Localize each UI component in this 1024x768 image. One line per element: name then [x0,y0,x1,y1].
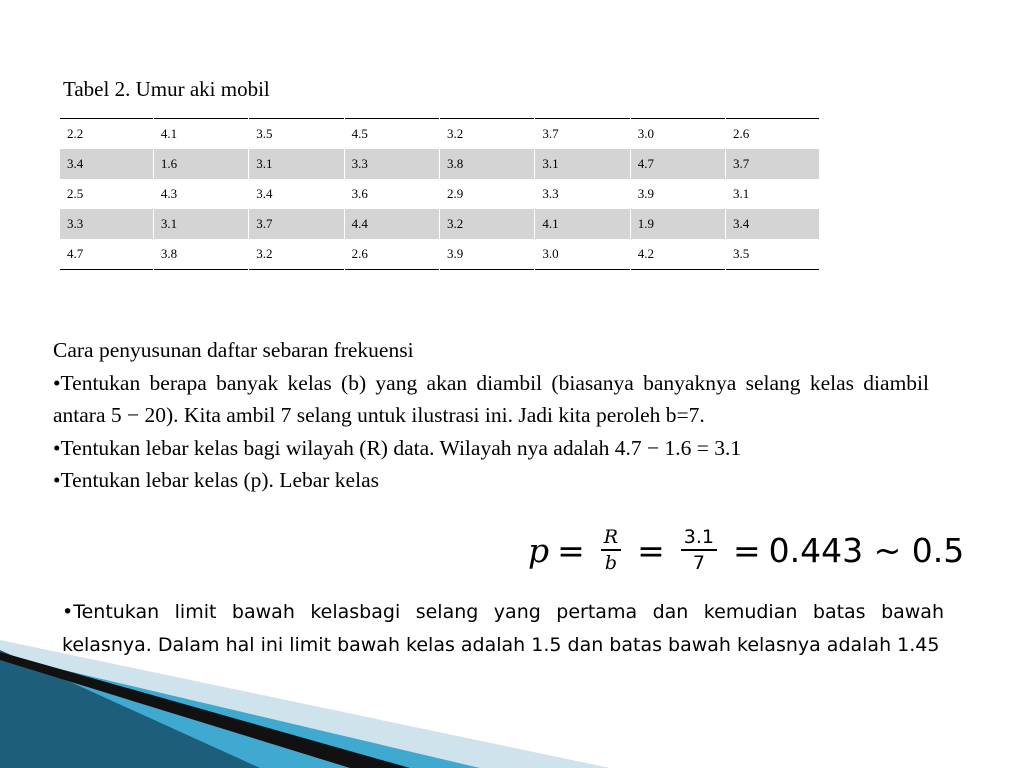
table-cell: 4.1 [153,119,248,150]
table-caption: Tabel 2. Umur aki mobil [63,77,270,101]
table-cell: 4.1 [535,209,630,239]
table-cell: 4.7 [67,246,84,261]
table-cell: 3.2 [249,239,344,270]
fraction-denominator-value: 7 [692,552,705,574]
table-cell: 2.6 [726,119,819,150]
bullet-lower-limit: •Tentukan limit bawah kelasbagi selang yang pertama dan kemudian batas bawah kelasnya. Dalam hal ini limit bawah kelas adalah 1.5 dan batas bawah kelasnya adalah 1.45 [62,601,944,656]
table-cell: 3.8 [439,149,534,179]
table-cell: 3.9 [630,179,725,209]
table-cell: 3.0 [630,119,725,150]
table-cell: 3.5 [726,239,819,270]
table-cell: 3.8 [153,239,248,270]
table-cell: 3.1 [726,179,819,209]
table-cell: 4.7 [630,149,725,179]
formula-equals-2: = [637,530,665,570]
table-cell: 3.7 [726,149,819,179]
table-cell: 2.6 [344,239,439,270]
formula-equals-3: = [732,530,761,570]
table-cell: 4.4 [344,209,439,239]
table-cell: 4.3 [153,179,248,209]
fraction-denominator-b: b [604,552,618,574]
fraction-numerator-r: R [603,526,619,548]
bullet-class-count: •Tentukan berapa banyak kelas (b) yang akan diambil (biasanya banyaknya selang kelas diambil antara 5 − 20). Kita ambil 7 selang untuk ilustrasi ini. Jadi kita peroleh b=7. [53,370,929,427]
table-cell: 3.1 [153,209,248,239]
table-cell: 3.7 [249,209,344,239]
table-cell: 3.4 [60,149,153,179]
table-cell: 4.2 [630,239,725,270]
bullet-range: •Tentukan lebar kelas bagi wilayah (R) data. Wilayah nya adalah 4.7 − 1.6 = 3.1 [53,435,742,460]
formula-result: 0.443 ~ 0.5 [768,530,965,570]
table-cell: 2.5 [67,186,84,201]
table-cell: 3.9 [439,239,534,270]
table-cell: 3.4 [249,179,344,209]
table-cell: 4.5 [344,119,439,150]
formula-p: p [528,530,550,570]
section-heading: Cara penyusunan daftar sebaran frekuensi [53,338,414,362]
fraction-numerator-value: 3.1 [683,526,714,548]
table-cell: 3.1 [535,149,630,179]
table-cell: 3.3 [535,179,630,209]
table-cell: 3.6 [344,179,439,209]
table-cell: 3.7 [535,119,630,150]
table-cell: 2.9 [439,179,534,209]
table-cell: 3.2 [439,119,534,150]
table-cell: 3.3 [344,149,439,179]
table-cell: 3.5 [249,119,344,150]
table-cell: 3.0 [535,239,630,270]
table-cell: 3.4 [726,209,819,239]
table-cell: 1.9 [630,209,725,239]
table-cell: 2.2 [67,126,84,141]
table-cell: 3.3 [60,209,153,239]
bullet-class-width: •Tentukan lebar kelas (p). Lebar kelas [53,468,379,492]
table-cell: 3.1 [249,149,344,179]
table-cell: 3.2 [439,209,534,239]
table-cell: 1.6 [153,149,248,179]
formula-equals-1: = [557,530,585,570]
